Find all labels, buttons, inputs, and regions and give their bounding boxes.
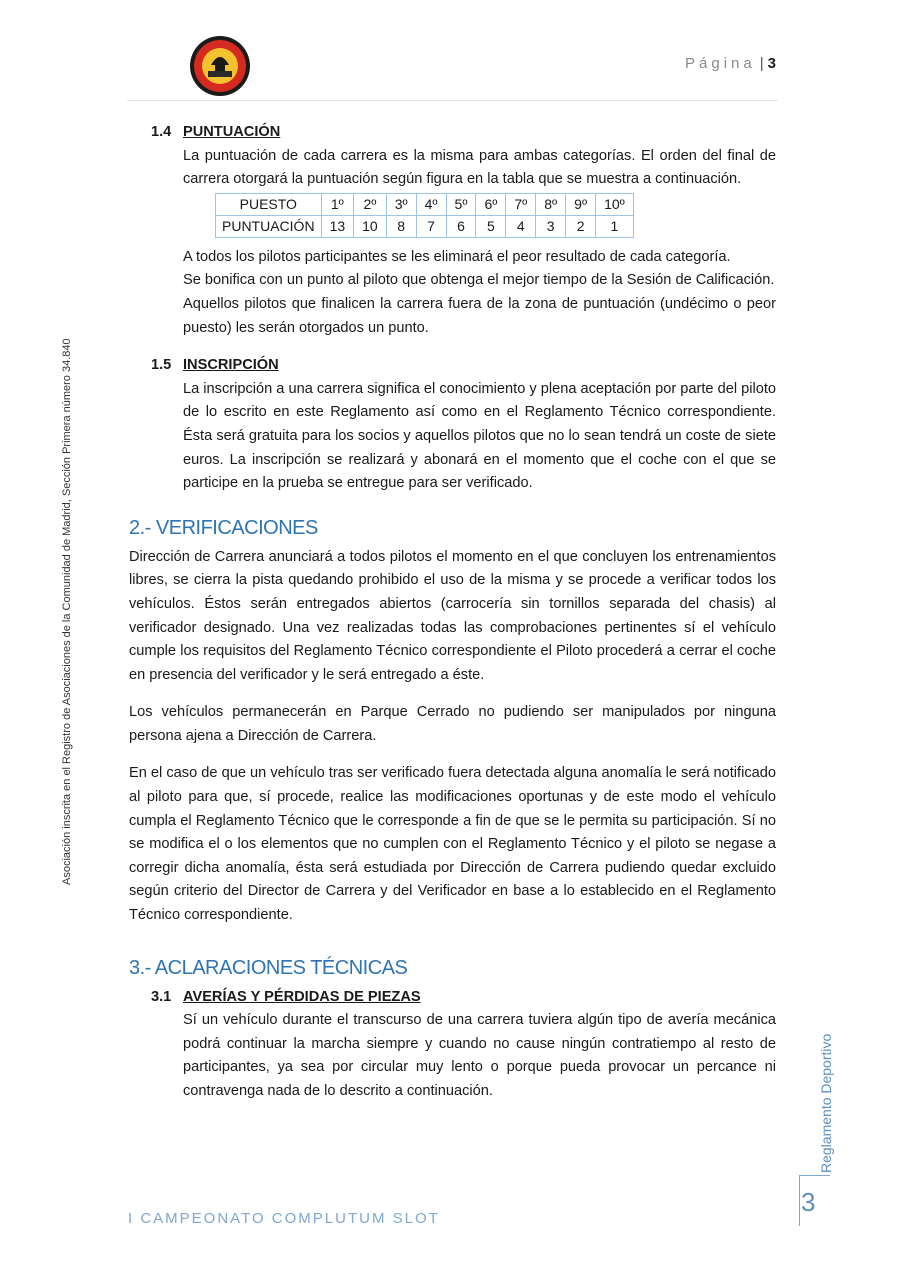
table-cell: 2 [566,215,596,237]
section-1-4 [129,121,776,340]
section-title-verificaciones: 2.- VERIFICACIONES [129,516,318,539]
table-cell: 5 [476,215,506,237]
paragraph: A todos los pilotos participantes se les eliminará el peor resultado de cada categoría. [183,248,731,265]
table-header-cell: PUESTO [216,193,322,215]
table-cell: 4 [506,215,536,237]
document-body [129,121,776,1118]
paragraph: Los vehículos permanecerán en Parque Cerrado no pudiendo ser manipulados por ninguna persona ajena a Dirección de Carrera. [129,704,776,744]
table-cell: 9º [566,193,596,215]
paragraph: Sí un vehículo durante el transcurso de una carrera tuviera algún tipo de avería mecánica podrá continuar la marcha siempre y cuando no cause ningún contratiempo al resto de participantes, ya sea por circular muy lento o porque pueda provocar un percance ni contravenga nada de lo descrito a continuación. [183,1012,776,1099]
paragraph: En el caso de que un vehículo tras ser verificado fuera detectada alguna anomalía le será notificado al piloto para que, sí procede, realice las modificaciones oportunas y de este modo el vehículo cumpla el Reglamento Técnico que le corresponde a fin de que se le permita su participación. Sí no se modifica el o los elementos que no cumplen con el Reglamento Técnico y el piloto se negase a corregir dicha anomalía, ésta será estudiada por Dirección de Carrera pudiendo quedar excluido según criterio del Director de Carrera y del Verificador en base a lo establecido en el Reglamento Técnico correspondiente. [129,765,776,924]
page-indicator: Página | 3 [685,55,776,72]
table-cell: 10 [354,215,387,237]
paragraph: Se bonifica con un punto al piloto que obtenga el mejor tiempo de la Sesión de Calificación. [183,272,775,289]
section-number: 1.5 [151,357,172,374]
footer-championship-title: I CAMPEONATO COMPLUTUM SLOT [128,1210,440,1227]
table-cell: 7 [416,215,446,237]
table-cell: 13 [321,215,354,237]
header-divider [127,100,778,101]
club-logo [189,35,251,97]
section-number: 1.4 [151,124,172,140]
points-table [215,193,634,238]
paragraph: La puntuación de cada carrera es la misma para ambas categorías. El orden del final de carrera otorgará la puntuación según figura en la tabla que se muestra a continuación. [183,147,776,188]
section-heading: PUNTUACIÓN [183,124,281,140]
section-3-1 [129,986,776,1104]
table-cell: 6º [476,193,506,215]
paragraph: Dirección de Carrera anunciará a todos pilotos el momento en el que concluyen los entrenamientos libres, se cierra la pista quedando prohibido el uso de la misma y se procede a verificar todos los vehículos. Éstos serán entregados abiertos (carrocería sin tornillos separada del chasis) al verificador designado. Una vez realizadas todas las comprobaciones pertinentes sí el vehículo cumple los requisitos del Reglamento Técnico correspondiente el Piloto procederá a cerrar el coche en presencia del verificador y le será entregado a éste. [129,548,776,683]
table-cell: 5º [446,193,476,215]
table-cell: 2º [354,193,387,215]
paragraph: Aquellos pilotos que finalicen la carrera fuera de la zona de puntuación (undécimo o peor puesto) les serán otorgados un punto. [183,295,776,336]
table-cell: 4º [416,193,446,215]
table-row [216,193,634,215]
association-registration-note: Asociación inscrita en el Registro de Asociaciones de la Comunidad de Madrid, Sección Primera número 34.840 [61,338,73,885]
section-number: 3.1 [151,988,172,1005]
table-cell: 6 [446,215,476,237]
footer-document-name: Reglamento Deportivo [818,1033,834,1173]
table-cell: 3 [536,215,566,237]
paragraph: La inscripción a una carrera significa el conocimiento y plena aceptación por parte del piloto de lo escrito en este Reglamento así como en el Reglamento Técnico correspondiente. Ésta será gratuita para los socios y aquellos pilotos que no lo sean tendrá un coste de siete euros. La inscripción se realizará y abonará en el momento que el coche con el que se participe en la prueba se entregue para ser verificado. [183,380,777,492]
section-heading: AVERÍAS Y PÉRDIDAS DE PIEZAS [183,988,421,1005]
table-cell: 8º [536,193,566,215]
section-title-aclaraciones: 3.- ACLARACIONES TÉCNICAS [129,956,408,979]
table-cell: 7º [506,193,536,215]
table-cell: 10º [596,193,634,215]
table-cell: 3º [386,193,416,215]
footer-page-number: 3 [801,1187,816,1217]
table-cell: 1 [596,215,634,237]
table-cell: 8 [386,215,416,237]
section-heading: INSCRIPCIÓN [183,357,279,374]
table-cell: 1º [321,193,354,215]
table-header-cell: PUNTUACIÓN [216,215,322,237]
section-1-5 [129,354,776,496]
table-row [216,215,634,237]
